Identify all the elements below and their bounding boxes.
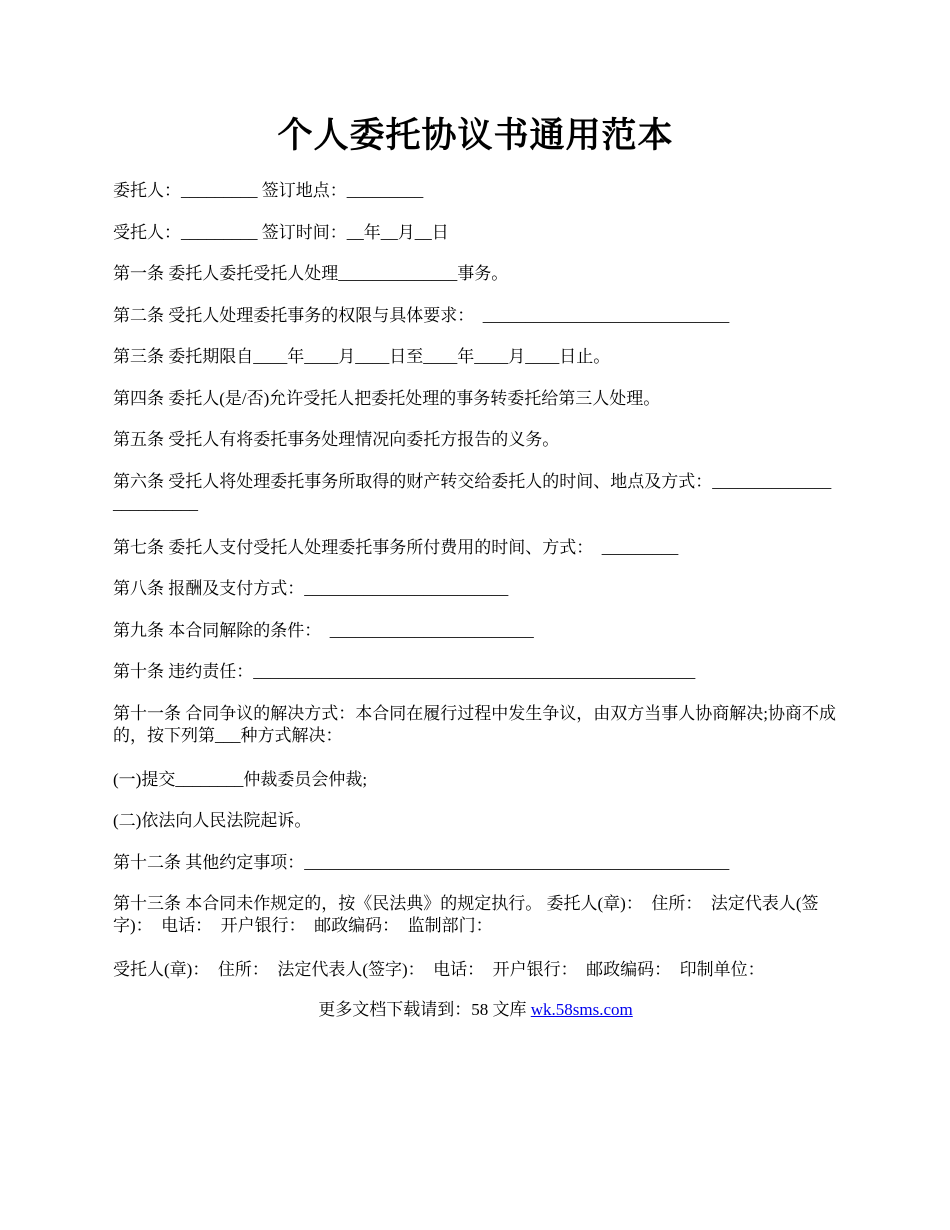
article-9: 第九条 本合同解除的条件： ________________________ — [113, 620, 534, 640]
article-10: 第十条 违约责任：____________________________________________________ — [113, 662, 696, 681]
agent-signature-block: 受托人(章)： 住所： 法定代表人(签字)： 电话： 开户银行： 邮政编码： 印制单位： — [113, 960, 765, 979]
article-1: 第一条 委托人委托受托人处理______________事务。 — [113, 264, 509, 283]
article-13: 第十三条 本合同未作规定的，按《民法典》的规定执行。 委托人(章)： 住所： 法定代表人(签字)： 电话： 开户银行： 邮政编码： 监制部门： — [113, 894, 819, 935]
article-6: 第六条 受托人将处理委托事务所取得的财产转交给委托人的时间、地点及方式：________________________ — [113, 471, 832, 513]
article-5: 第五条 受托人有将委托事务处理情况向委托方报告的义务。 — [113, 430, 560, 449]
article-11-option-2: (二)依法向人民法院起诉。 — [113, 811, 312, 830]
document-page — [113, 110, 838, 1021]
article-4: 第四条 委托人(是/否)允许受托人把委托处理的事务转委托给第三人处理。 — [113, 388, 661, 408]
download-footer — [113, 999, 838, 1021]
document-title: 个人委托协议书通用范本 — [277, 116, 674, 155]
article-11: 第十一条 合同争议的解决方式：本合同在履行过程中发生争议，由双方当事人协商解决;协商不成的，按下列第___种方式解决： — [113, 703, 836, 745]
article-3: 第三条 委托期限自____年____月____日至____年____月____日止。 — [113, 347, 611, 366]
article-8: 第八条 报酬及支付方式：________________________ — [113, 579, 509, 598]
article-12: 第十二条 其他约定事项：__________________________________________________ — [113, 852, 730, 872]
footer-text: 更多文档下载请到：58 文库 — [318, 999, 531, 1019]
article-2: 第二条 受托人处理委托事务的权限与具体要求： _____________________________ — [113, 305, 730, 325]
footer-link[interactable]: wk.58sms.com — [530, 999, 633, 1019]
paragraph-principal: 委托人：_________ 签订地点：_________ — [113, 181, 424, 200]
paragraph-agent: 受托人：_________ 签订时间：__年__月__日 — [113, 222, 449, 242]
article-11-option-1: (一)提交________仲裁委员会仲裁; — [113, 769, 368, 789]
article-7: 第七条 委托人支付受托人处理委托事务所付费用的时间、方式： _________ — [113, 537, 679, 557]
